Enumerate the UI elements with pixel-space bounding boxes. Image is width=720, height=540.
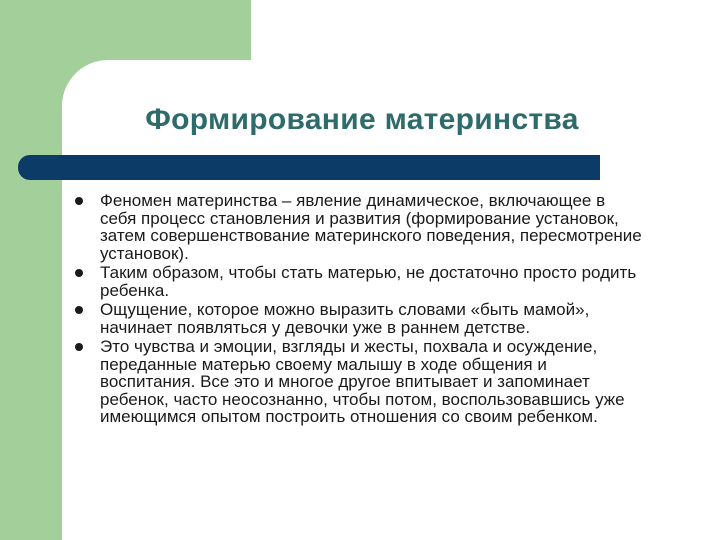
bullet-text: Таким образом, чтобы стать матерью, не достаточно просто родить ребенка. [100,263,637,300]
bullet-dot-icon [75,197,83,205]
list-item [72,192,642,262]
slide-title: Формирование материнства [145,103,579,136]
bullet-dot-icon [75,269,83,277]
list-item [72,301,642,336]
bullet-text: Феномен материнства – явление динамическое, включающее в себя процесс становления и развития (формирование установок, затем совершенствование материнского поведения, пересмотрение установок). [100,191,642,263]
bullet-dot-icon [75,306,83,314]
bullet-dot-icon [75,343,83,351]
title-underline-bar [18,155,600,180]
list-item [72,338,642,426]
list-item [72,264,642,299]
bullet-text: Это чувства и эмоции, взгляды и жесты, похвала и осуждение, переданные матерью своему малышу в ходе общения и воспитания. Все это и многое другое впитывает и запоминает ребенок, часто неосознанно, чтобы потом, воспользовавшись уже имеющимся опытом построить отношения со своим ребенком. [100,337,625,426]
bullet-list [72,192,642,428]
decorative-green-strip [0,0,62,540]
bullet-text: Ощущение, которое можно выразить словами «быть мамой», начинает появляться у девочки уже в раннем детстве. [100,300,590,337]
